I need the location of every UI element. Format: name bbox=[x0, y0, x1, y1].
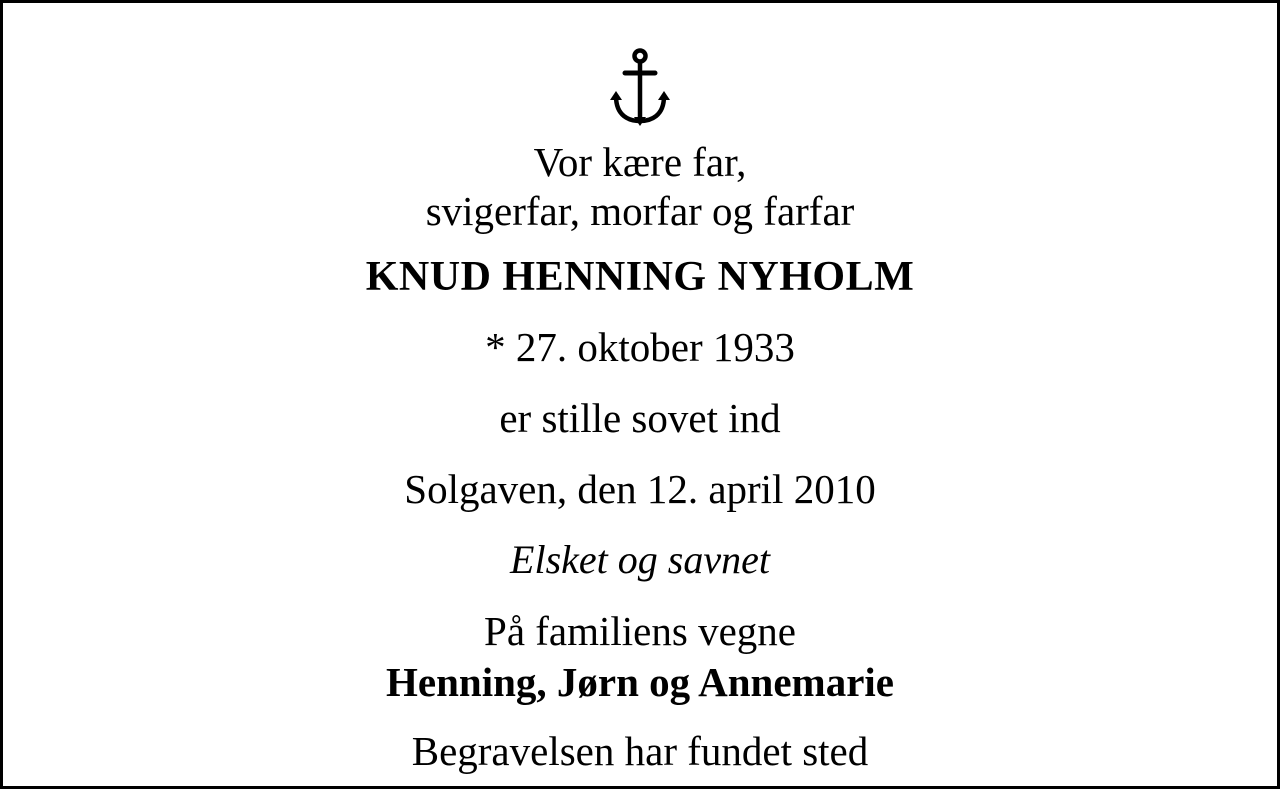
anchor-icon bbox=[605, 47, 675, 127]
deceased-name: KNUD HENNING NYHOLM bbox=[365, 254, 915, 301]
place-and-date: Solgaven, den 12. april 2010 bbox=[404, 465, 876, 512]
funeral-note: Begravelsen har fundet sted bbox=[411, 727, 869, 774]
signers: Henning, Jørn og Annemarie bbox=[386, 658, 894, 705]
intro-line-2: svigerfar, morfar og farfar bbox=[425, 187, 855, 234]
anchor-symbol bbox=[3, 47, 1277, 127]
passing-phrase: er stille sovet ind bbox=[499, 395, 781, 442]
notice-text-block bbox=[3, 137, 1277, 774]
anchor-fluke-right bbox=[658, 91, 670, 100]
anchor-fluke-left bbox=[610, 91, 622, 100]
birth-date: * 27. oktober 1933 bbox=[485, 324, 795, 371]
intro-line-1: Vor kære far, bbox=[533, 139, 747, 185]
epitaph: Elsket og savnet bbox=[510, 536, 770, 582]
on-behalf-of: På familiens vegne bbox=[484, 608, 796, 655]
